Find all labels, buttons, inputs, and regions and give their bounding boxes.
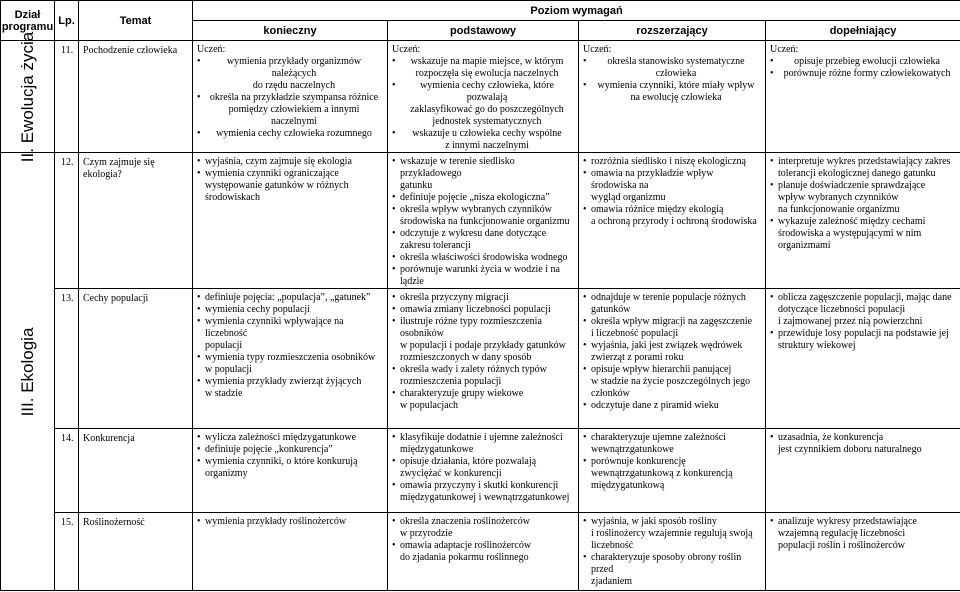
list-item-line: do zjadania pokarmu roślinnego — [400, 552, 529, 563]
section-ewolucja — [1, 31, 55, 162]
requirement-list — [583, 432, 761, 492]
list-item-line: jest czynnikiem doboru naturalnego — [778, 444, 922, 455]
requirement-list — [197, 516, 383, 528]
list-item-line: • określa wpływ migracji na zagęszczenie — [591, 316, 753, 327]
list-item-line: środowiska na funkcjonowanie organizmu — [400, 216, 570, 227]
cell-podstawowy — [388, 429, 579, 513]
list-item — [583, 204, 761, 228]
row-lp: 12. — [55, 153, 79, 289]
list-item-line: • opisuje przebieg ewolucji człowieka — [794, 56, 940, 67]
list-item — [770, 516, 956, 552]
uczen-label: Uczeń: — [770, 44, 799, 55]
list-item-line: • omawia adaptacje roślinożerców — [400, 540, 532, 551]
list-item-line: wewnątrzgatunkowe — [591, 444, 674, 455]
table-row — [1, 41, 960, 153]
table-row — [1, 513, 960, 591]
requirement-list — [770, 432, 956, 456]
list-item-line: • rozróżnia siedlisko i niszę ekologiczną — [591, 156, 746, 167]
list-item-line: w stadzie — [205, 388, 243, 399]
list-item — [197, 304, 383, 316]
header-level-konieczny: konieczny — [193, 21, 388, 41]
list-item-line: gatunków — [591, 304, 631, 315]
table-row — [1, 429, 960, 513]
list-item-line: gatunku — [400, 180, 433, 191]
uczen-label: Uczeń: — [392, 44, 421, 55]
list-item — [392, 128, 574, 152]
list-item — [197, 156, 383, 168]
requirement-list — [197, 292, 383, 400]
requirement-list — [197, 56, 383, 140]
cell-dopelniajacy — [766, 513, 960, 591]
list-item — [770, 432, 956, 456]
list-item-line: środowiska a występującymi w nim — [778, 228, 922, 239]
list-item-line: • wskazuje na mapie miejsce, w którym — [410, 56, 564, 67]
list-item — [197, 292, 383, 304]
list-item — [197, 168, 383, 204]
list-item-line: • określa przyczyny migracji — [400, 292, 509, 303]
list-item — [583, 168, 761, 204]
cell-dopelniajacy — [766, 153, 960, 289]
list-item-line: • określa wpływ wybranych czynników — [400, 204, 552, 215]
list-item-line: • odczytuje dane z piramid wieku — [591, 400, 719, 411]
list-item — [197, 516, 383, 528]
list-item — [770, 180, 956, 216]
list-item — [197, 352, 383, 376]
list-item-line: • opisuje wpływ hierarchii panującej — [591, 364, 732, 375]
list-item-line: wygląd organizmu — [591, 192, 666, 203]
cell-rozszerzajacy — [579, 41, 766, 153]
cell-rozszerzajacy — [579, 289, 766, 429]
list-item — [392, 292, 574, 304]
list-item-line: środowiskach — [205, 192, 260, 203]
list-item-line: zjadaniem — [591, 576, 633, 587]
list-item-line: liczebność — [591, 540, 634, 551]
list-item-line: • odnajduje w terenie populacje różnych — [591, 292, 746, 303]
list-item-line: organizmami — [778, 240, 831, 251]
list-item — [583, 432, 761, 456]
list-item-line: • porównuje różne formy człowiekowatych — [783, 68, 951, 79]
list-item — [770, 216, 956, 252]
list-item — [392, 56, 574, 80]
list-item-line: • charakteryzuje grupy wiekowe — [400, 388, 524, 399]
list-item — [197, 444, 383, 456]
list-item-line: • omawia przyczyny i skutki konkurencji — [400, 480, 559, 491]
cell-konieczny — [193, 153, 388, 289]
uczen-label: Uczeń: — [197, 44, 226, 55]
list-item — [197, 316, 383, 352]
list-item — [583, 552, 761, 588]
list-item-line: rozpoczęła się ewolucja naczelnych — [415, 68, 559, 79]
list-item-line: i liczebność populacji — [591, 328, 679, 339]
requirement-list — [583, 56, 761, 104]
list-item — [583, 56, 761, 80]
list-item — [392, 204, 574, 228]
cell-dopelniajacy — [766, 289, 960, 429]
list-item-line: na funkcjonowanie organizmu — [778, 204, 900, 215]
list-item-line: • definiuje pojęcie „nisza ekologiczna” — [400, 192, 550, 203]
list-item-line: • uzasadnia, że konkurencja — [778, 432, 884, 443]
list-item-line: • omawia na przykładzie wpływ środowiska na — [591, 168, 714, 191]
list-item-line: na ewolucję człowieka — [630, 92, 722, 103]
list-item-line: • określa wady i zalety różnych typów — [400, 364, 547, 375]
list-item-line: zwyciężać w konkurencji — [400, 468, 502, 479]
list-item-line: w stadzie na życie poszczególnych jego — [591, 376, 751, 387]
list-item-line: • porównuje warunki życia w wodzie i na — [400, 264, 560, 275]
list-item — [392, 252, 574, 264]
list-item — [583, 80, 761, 104]
list-item-line: zwierząt z porami roku — [591, 352, 684, 363]
row-lp: 14. — [55, 429, 79, 513]
list-item-line: międzygatunkowej i wewnątrzgatunkowej — [400, 492, 570, 503]
requirement-list — [583, 156, 761, 228]
row-lp: 13. — [55, 289, 79, 429]
requirement-list — [197, 432, 383, 480]
list-item — [392, 304, 574, 316]
cell-konieczny — [193, 429, 388, 513]
list-item-line: • omawia różnice między ekologią — [591, 204, 724, 215]
list-item-line: i roślinożercy wzajemnie regulują swoją — [591, 528, 753, 539]
header-dzial: Dział programu — [1, 1, 55, 41]
list-item-line: • definiuje pojęcia: „populacja”, „gatunek” — [205, 292, 371, 303]
list-item-line: • definiuje pojęcie „konkurencja” — [205, 444, 333, 455]
list-item-line: zakresu tolerancji — [400, 240, 471, 251]
cell-dopelniajacy — [766, 41, 960, 153]
requirement-list — [770, 292, 956, 352]
list-item-line: międzygatunkowe — [400, 444, 474, 455]
header-poziom: Poziom wymagań — [193, 1, 960, 21]
list-item-line: struktury wiekowej — [778, 340, 856, 351]
list-item-line: • wymienia przykłady zwierząt żyjących — [205, 376, 362, 387]
section-title: II. Ewolucja życia — [17, 31, 37, 162]
list-item-line: • interpretuje wykres przedstawiający zakres — [778, 156, 951, 167]
list-item-line: tolerancji ekologicznej danego gatunku — [778, 168, 936, 179]
list-item-line: • przewiduje losy populacji na podstawie jej — [778, 328, 949, 339]
list-item-line: wpływ wybranych czynników — [778, 192, 899, 203]
cell-podstawowy — [388, 289, 579, 429]
list-item-line: • wymienia przykłady organizmów należących — [226, 56, 362, 79]
list-item-line: człowieka — [655, 68, 697, 79]
list-item — [197, 376, 383, 400]
list-item — [392, 228, 574, 252]
list-item-line: rozmieszczenia populacji — [400, 376, 502, 387]
row-temat: Cechy populacji — [79, 289, 193, 429]
row-temat: Konkurencja — [79, 429, 193, 513]
list-item — [392, 80, 574, 128]
list-item-line: • planuje doświadczenie sprawdzające — [778, 180, 926, 191]
list-item-line: • wykazuje zależność między cechami — [778, 216, 926, 227]
list-item — [583, 400, 761, 412]
header-temat: Temat — [79, 1, 193, 41]
list-item-line: • charakteryzuje sposoby obrony roślin przed — [591, 552, 742, 575]
header-level-dopelniajacy: dopełniający — [766, 21, 960, 41]
requirement-list — [392, 516, 574, 564]
cell-konieczny — [193, 513, 388, 591]
table-row — [1, 153, 960, 289]
list-item-line: • wskazuje w terenie siedlisko przykładowego — [400, 156, 515, 179]
cell-konieczny — [193, 289, 388, 429]
list-item-line: • wyjaśnia, jaki jest związek wędrówek — [591, 340, 743, 351]
list-item-line: międzygatunkową — [591, 480, 665, 491]
cell-podstawowy — [388, 513, 579, 591]
list-item — [583, 316, 761, 340]
list-item — [197, 56, 383, 92]
list-item — [583, 456, 761, 492]
list-item-line: w populacji — [205, 364, 252, 375]
list-item-line: • klasyfikuje dodatnie i ujemne zależności — [400, 432, 563, 443]
list-item — [197, 92, 383, 128]
list-item-line: • odczytuje z wykresu dane dotyczące — [400, 228, 547, 239]
requirement-list — [583, 516, 761, 588]
list-item — [583, 364, 761, 400]
list-item — [392, 388, 574, 412]
list-item — [392, 516, 574, 540]
row-lp: 11. — [55, 41, 79, 153]
list-item-line: wewnątrzgatunkową z konkurencją — [591, 468, 733, 479]
row-temat: Czym zajmuje się ekologia? — [79, 153, 193, 289]
list-item-line: lądzie — [400, 276, 424, 287]
row-lp: 15. — [55, 513, 79, 591]
list-item — [583, 156, 761, 168]
list-item — [770, 328, 956, 352]
list-item-line: • wymienia czynniki, które miały wpływ — [597, 80, 755, 91]
list-item — [770, 68, 956, 80]
list-item-line: populacji — [205, 340, 243, 351]
list-item — [392, 480, 574, 504]
requirement-list — [392, 156, 574, 288]
list-item-line: • określa znaczenia roślinożerców — [400, 516, 530, 527]
list-item-line: występowanie gatunków w różnych — [205, 180, 349, 191]
list-item — [392, 432, 574, 456]
list-item-line: w populacji i podaje przykłady gatunków — [400, 340, 566, 351]
list-item — [770, 292, 956, 328]
cell-rozszerzajacy — [579, 513, 766, 591]
list-item-line: członków — [591, 388, 630, 399]
list-item-line: do rzędu naczelnych — [252, 80, 336, 91]
list-item-line: • wylicza zależności międzygatunkowe — [205, 432, 357, 443]
list-item-line: w przyrodzie — [400, 528, 453, 539]
header-level-rozszerzajacy: rozszerzający — [579, 21, 766, 41]
list-item-line: • oblicza zagęszczenie populacji, mając dane — [778, 292, 952, 303]
list-item-line: populacji roślin i roślinożerców — [778, 540, 905, 551]
list-item — [197, 432, 383, 444]
list-item-line: w populacjach — [400, 400, 459, 411]
list-item — [583, 340, 761, 364]
list-item — [392, 316, 574, 364]
list-item-line: • wymienia przykłady roślinożerców — [205, 516, 347, 527]
list-item-line: • wymienia czynniki ograniczające — [205, 168, 339, 179]
requirement-list — [392, 292, 574, 412]
list-item-line: organizmy — [205, 468, 248, 479]
list-item-line: • omawia zmiany liczebności populacji — [400, 304, 551, 315]
cell-podstawowy — [388, 41, 579, 153]
list-item — [392, 264, 574, 288]
cell-podstawowy — [388, 153, 579, 289]
list-item-line: pomiędzy człowiekiem a innymi naczelnymi — [228, 104, 360, 127]
list-item-line: • charakteryzuje ujemne zależności — [591, 432, 726, 443]
requirement-list — [583, 292, 761, 412]
requirement-list — [770, 56, 956, 80]
list-item — [392, 364, 574, 388]
list-item-line: • ilustruje różne typy rozmieszczenia osobników — [400, 316, 542, 339]
list-item — [770, 156, 956, 180]
list-item — [392, 156, 574, 192]
requirement-list — [770, 156, 956, 252]
list-item-line: zaklasyfikować go do poszczególnych — [410, 104, 564, 115]
list-item-line: • wymienia cechy człowieka, które pozwalają — [420, 80, 554, 103]
list-item-line: • wymienia cechy człowieka rozumnego — [216, 128, 372, 139]
list-item — [197, 128, 383, 140]
list-item-line: rozmieszczonych w dany sposób — [400, 352, 532, 363]
requirement-list — [392, 56, 574, 152]
row-temat: Pochodzenie człowieka — [79, 41, 193, 153]
section-ekologia — [1, 153, 55, 591]
list-item-line: • wyjaśnia, w jaki sposób rośliny — [591, 516, 717, 527]
list-item — [583, 516, 761, 552]
table-row — [1, 289, 960, 429]
list-item-line: • wyjaśnia, czym zajmuje się ekologia — [205, 156, 352, 167]
list-item-line: jednostek systematycznych — [432, 116, 542, 127]
list-item-line: • wskazuje u człowieka cechy wspólne — [412, 128, 562, 139]
list-item-line: dotyczące liczebności populacji — [778, 304, 906, 315]
list-item — [197, 456, 383, 480]
list-item — [583, 292, 761, 316]
list-item-line: • wymienia typy rozmieszczenia osobników — [205, 352, 376, 363]
list-item-line: a ochroną przyrody i ochroną środowiska — [591, 216, 757, 227]
list-item-line: • wymienia cechy populacji — [205, 304, 310, 315]
list-item-line: • analizuje wykresy przedstawiające — [778, 516, 917, 527]
list-item — [392, 540, 574, 564]
list-item-line: wzajemną regulację liczebności — [778, 528, 906, 539]
list-item — [392, 456, 574, 480]
uczen-label: Uczeń: — [583, 44, 612, 55]
list-item-line: • wymienia czynniki, o które konkurują — [205, 456, 358, 467]
row-temat: Roślinożerność — [79, 513, 193, 591]
requirement-list — [392, 432, 574, 504]
list-item — [392, 192, 574, 204]
list-item-line: • wymienia czynniki wpływające na liczebność — [205, 316, 344, 339]
list-item-line: • określa właściwości środowiska wodnego — [400, 252, 568, 263]
list-item-line: z innymi naczelnymi — [445, 140, 529, 151]
list-item-line: • określa na przykładzie szympansa różnice — [209, 92, 379, 103]
list-item-line: • opisuje działania, które pozwalają — [400, 456, 537, 467]
cell-rozszerzajacy — [579, 153, 766, 289]
section-title: III. Ekologia — [17, 327, 37, 416]
requirement-list — [770, 516, 956, 552]
requirement-list — [197, 156, 383, 204]
header-lp: Lp. — [55, 1, 79, 41]
cell-konieczny — [193, 41, 388, 153]
header-level-podstawowy: podstawowy — [388, 21, 579, 41]
cell-dopelniajacy — [766, 429, 960, 513]
list-item-line: • określa stanowisko systematyczne — [607, 56, 745, 67]
list-item-line: i zajmowanej przez nią powierzchni — [778, 316, 923, 327]
cell-rozszerzajacy — [579, 429, 766, 513]
list-item-line: • porównuje konkurencję — [591, 456, 686, 467]
list-item — [770, 56, 956, 68]
